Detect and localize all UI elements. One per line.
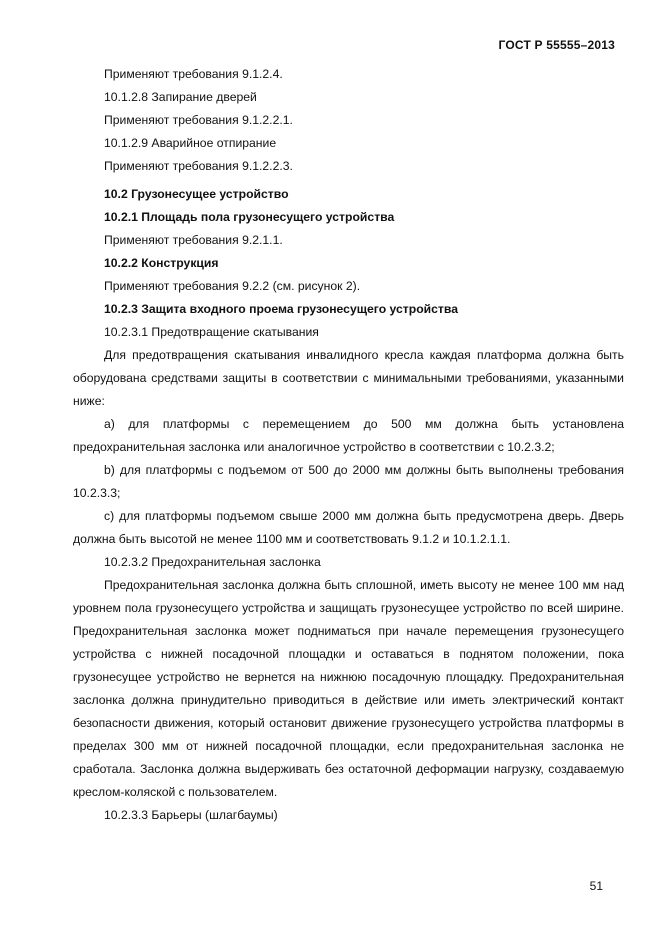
body-paragraph: Предохранительная заслонка должна быть сплошной, иметь высоту не менее 100 мм над уровнем пола грузонесущего устройства и защищать грузонесущее устройство по всей ширине. Предохранительная заслонка может подниматься при начале перемещения грузонесущего устройства с нижней посадочной площадки и оставаться в поднятом положении, пока грузонесущее устройство не вернется на нижнюю посадочную площадку. Предохранительная заслонка должна принудительно приводиться в действие или иметь электрический контакт безопасности движения, который остановит движение грузонесущего устройства платформы в пределах 300 мм от нижней посадочной площадки, если предохранительная заслонка не сработала. Заслонка должна выдерживать без остаточной деформации нагрузку, создаваемую креслом-коляской с пользователем.: [73, 578, 624, 799]
subsection-title: 10.2.3.3 Барьеры (шлагбаумы): [104, 808, 278, 822]
list-item-b: b) для платформы с подъемом от 500 до 2000 мм должны быть выполнены требования 10.2.3.3;: [73, 463, 624, 500]
section-heading: 10.2.1 Площадь пола грузонесущего устройства: [104, 210, 395, 224]
requirement-line: Применяют требования 9.2.1.1.: [104, 233, 283, 247]
section-heading: 10.2.2 Конструкция: [104, 256, 219, 270]
subsection-title: 10.1.2.9 Аварийное отпирание: [104, 136, 277, 150]
requirement-line: Применяют требования 9.1.2.2.3.: [104, 159, 293, 173]
requirement-line: Применяют требования 9.1.2.4.: [104, 67, 283, 81]
requirement-line: Применяют требования 9.2.2 (см. рисунок 2).: [104, 279, 361, 293]
page-content: [73, 63, 624, 827]
section-heading: 10.2.3 Защита входного проема грузонесущего устройства: [104, 302, 458, 316]
subsection-title: 10.1.2.8 Запирание дверей: [104, 90, 257, 104]
body-paragraph: Для предотвращения скатывания инвалидного кресла каждая платформа должна быть оборудована средствами защиты в соответствии с минимальными требованиями, указанными ниже:: [73, 348, 624, 408]
page-number: 51: [589, 879, 603, 893]
subsection-title: 10.2.3.1 Предотвращение скатывания: [104, 325, 319, 339]
requirement-line: Применяют требования 9.1.2.2.1.: [104, 113, 293, 127]
list-item-c: c) для платформы подъемом свыше 2000 мм должна быть предусмотрена дверь. Дверь должна быть высотой не менее 1100 мм и соответствовать 9.1.2 и 10.1.2.1.1.: [73, 509, 624, 546]
list-item-a: a) для платформы с перемещением до 500 мм должна быть установлена предохранительная заслонка или аналогичное устройство в соответствии с 10.2.3.2;: [73, 417, 624, 454]
subsection-title: 10.2.3.2 Предохранительная заслонка: [104, 555, 321, 569]
document-code-header: ГОСТ Р 55555–2013: [498, 38, 615, 52]
section-heading: 10.2 Грузонесущее устройство: [104, 187, 289, 201]
